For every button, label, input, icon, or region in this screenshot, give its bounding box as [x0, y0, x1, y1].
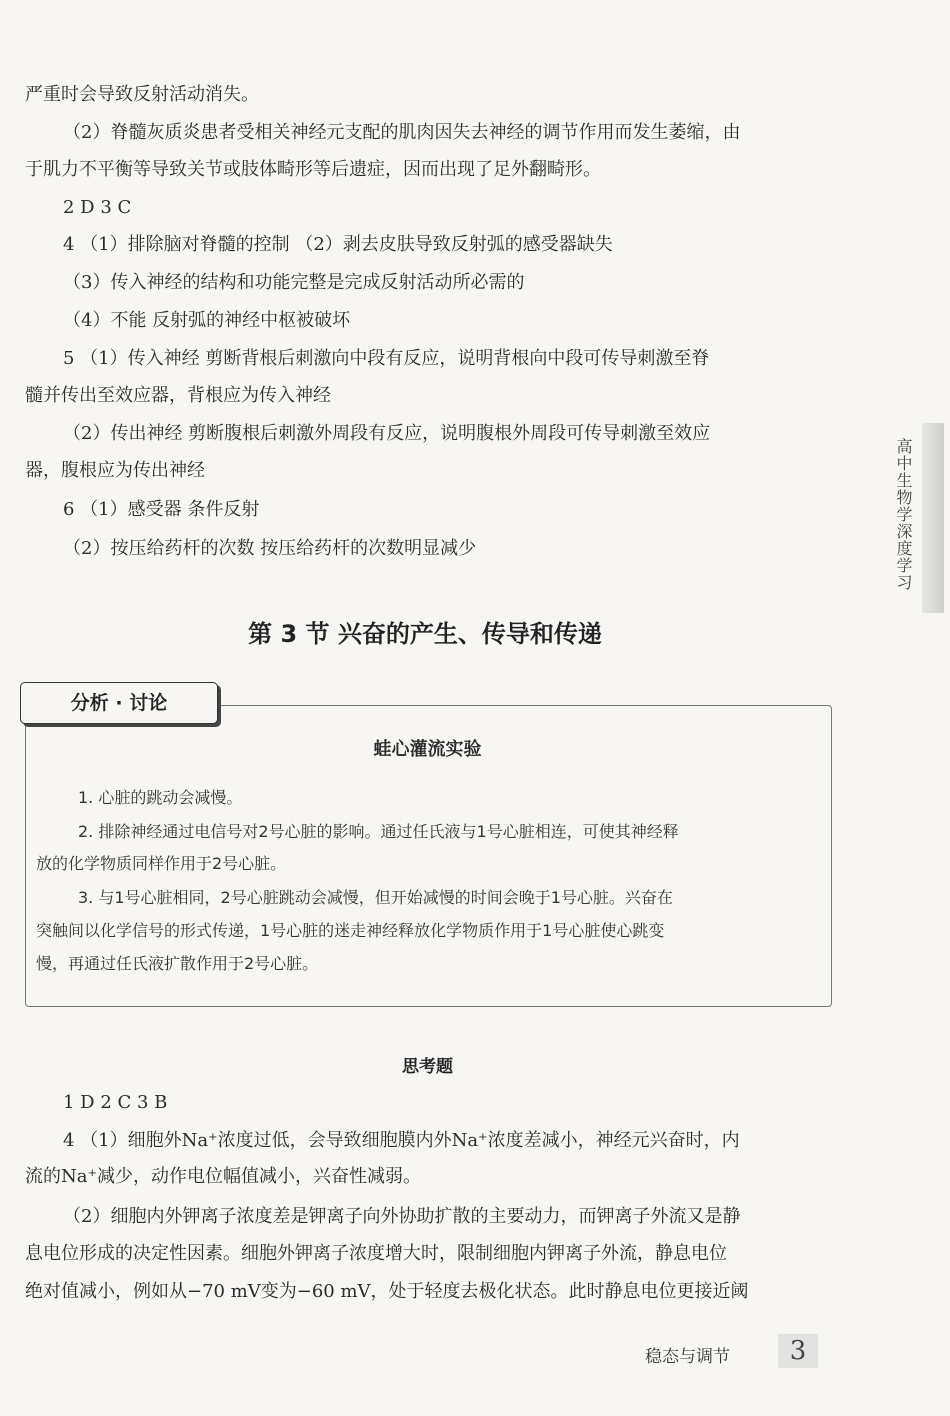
answer-line: 器，腹根应为传出神经: [25, 460, 205, 481]
box-line: 慢，再通过任氏液扩散作用于2号心脏。: [36, 954, 319, 973]
answer-line: （2）脊髓灰质炎患者受相关神经元支配的肌肉因失去神经的调节作用而发生萎缩，由: [63, 122, 741, 143]
answer-line: 4 （1）细胞外Na⁺浓度过低，会导致细胞膜内外Na⁺浓度差减小，神经元兴奋时，内: [63, 1130, 740, 1151]
answer-line: 2 D 3 C: [63, 197, 132, 218]
box-line: 3. 与1号心脏相同，2号心脏跳动会减慢，但开始减慢的时间会晚于1号心脏。兴奋在: [78, 888, 673, 907]
footer-chapter: 稳态与调节: [645, 1347, 730, 1367]
answer-line: 6 （1）感受器 条件反射: [63, 499, 260, 520]
answer-line: 4 （1）排除脑对脊髓的控制 （2）剥去皮肤导致反射弧的感受器缺失: [63, 234, 613, 255]
experiment-title: 蛙心灌流实验: [373, 739, 482, 760]
box-line: 1. 心脏的跳动会减慢。: [78, 788, 243, 807]
side-tab: [922, 423, 944, 613]
answer-line: 绝对值减小，例如从−70 mV变为−60 mV，处于轻度去极化状态。此时静息电位更接近阈: [25, 1281, 749, 1302]
answer-line: （2）细胞内外钾离子浓度差是钾离子向外协助扩散的主要动力，而钾离子外流又是静: [63, 1206, 741, 1227]
answer-line: （2）按压给药杆的次数 按压给药杆的次数明显减少: [63, 538, 477, 559]
section-title: 第 3 节 兴奋的产生、传导和传递: [248, 620, 602, 648]
answer-line: 1 D 2 C 3 B: [63, 1092, 168, 1113]
answer-line: （2）传出神经 剪断腹根后刺激外周段有反应，说明腹根外周段可传导刺激至效应: [63, 423, 711, 444]
page-number: 3: [778, 1334, 818, 1368]
box-line: 2. 排除神经通过电信号对2号心脏的影响。通过任氏液与1号心脏相连，可使其神经释: [78, 822, 679, 841]
analysis-tab-label: 分析 · 讨论: [20, 682, 218, 724]
box-line: 放的化学物质同样作用于2号心脏。: [36, 854, 287, 873]
answer-line: 髓并传出至效应器，背根应为传入神经: [25, 385, 331, 406]
answer-line: 息电位形成的决定性因素。细胞外钾离子浓度增大时，限制细胞内钾离子外流，静息电位: [25, 1243, 727, 1264]
answer-line: （4）不能 反射弧的神经中枢被破坏: [63, 310, 351, 331]
answer-line: 严重时会导致反射活动消失。: [25, 84, 259, 105]
think-title: 思考题: [402, 1057, 453, 1077]
answer-line: 5 （1）传入神经 剪断背根后刺激向中段有反应，说明背根向中段可传导刺激至脊: [63, 348, 710, 369]
answer-line: （3）传入神经的结构和功能完整是完成反射活动所必需的: [63, 272, 525, 293]
answer-line: 于肌力不平衡等导致关节或肢体畸形等后遗症，因而出现了足外翻畸形。: [25, 159, 601, 180]
box-line: 突触间以化学信号的形式传递，1号心脏的迷走神经释放化学物质作用于1号心脏使心跳变: [36, 921, 665, 940]
side-label: 高中生物学深度学习: [894, 438, 913, 591]
answer-line: 流的Na⁺减少，动作电位幅值减小，兴奋性减弱。: [25, 1166, 421, 1187]
